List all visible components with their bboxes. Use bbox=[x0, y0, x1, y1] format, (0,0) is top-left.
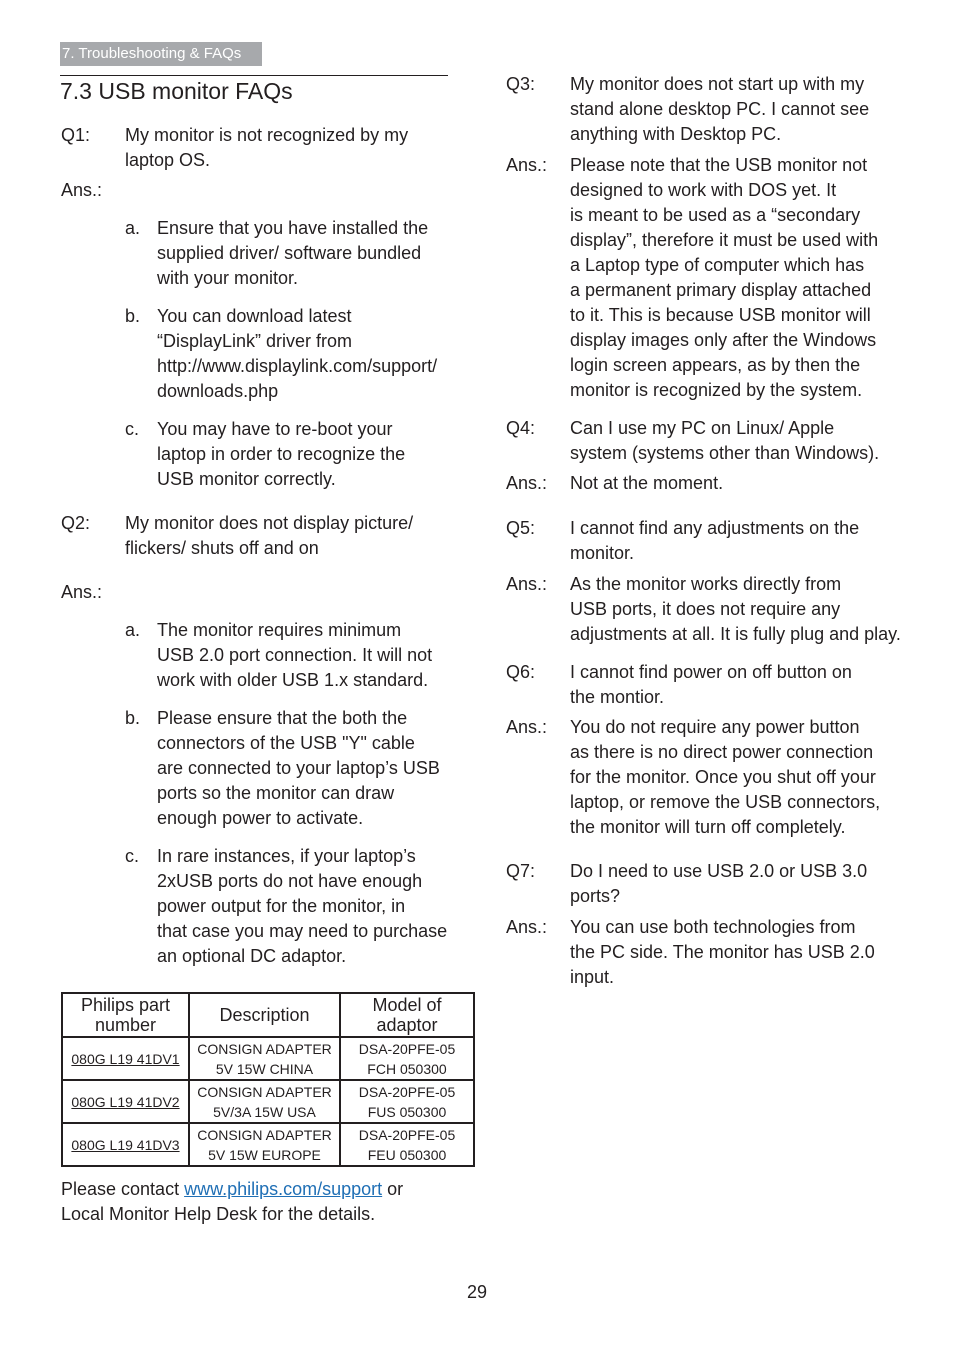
list-item: Ensure that you have installed the supplied driver/ software bundled with your monitor. bbox=[157, 218, 429, 288]
list-marker: c. bbox=[125, 846, 140, 866]
part-number-link[interactable]: 080G L19 41DV3 bbox=[71, 1136, 180, 1153]
model-cell: DSA-20PFE-05 FUS 050300 bbox=[340, 1080, 474, 1123]
q3-answer-label: Ans.: bbox=[506, 155, 548, 175]
q5-question: I cannot find any adjustments on the monitor. bbox=[570, 518, 860, 563]
description-cell: CONSIGN ADAPTER 5V 15W EUROPE bbox=[189, 1123, 340, 1166]
part-number-link[interactable]: 080G L19 41DV2 bbox=[71, 1093, 180, 1110]
column-header-part: Philips part number bbox=[62, 993, 189, 1037]
q5-label: Q5: bbox=[506, 518, 536, 538]
description-cell: CONSIGN ADAPTER 5V 15W CHINA bbox=[189, 1037, 340, 1080]
part-number-cell bbox=[62, 1080, 189, 1123]
list-marker: b. bbox=[125, 708, 141, 728]
list-item: You may have to re-boot your laptop in order to recognize the USB monitor correctly. bbox=[157, 419, 406, 489]
contact-note: Please contact www.philips.com/support or Local Monitor Help Desk for the details. bbox=[61, 1179, 404, 1224]
list-marker: c. bbox=[125, 419, 140, 439]
q3-label: Q3: bbox=[506, 74, 536, 94]
q6-answer: You do not require any power button as there is no direct power connection for the monitor. Once you shut off your laptop, or remove the USB connectors, the monitor will turn off completely. bbox=[570, 717, 881, 837]
table-row bbox=[62, 1080, 474, 1123]
table-row bbox=[62, 1123, 474, 1166]
description-cell: CONSIGN ADAPTER 5V/3A 15W USA bbox=[189, 1080, 340, 1123]
q6-answer-label: Ans.: bbox=[506, 717, 548, 737]
model-cell: DSA-20PFE-05 FCH 050300 bbox=[340, 1037, 474, 1080]
model-cell: DSA-20PFE-05 FEU 050300 bbox=[340, 1123, 474, 1166]
column-header-model: Model of adaptor bbox=[340, 993, 474, 1037]
section-title: 7.3 USB monitor FAQs bbox=[60, 78, 293, 104]
q4-answer: Not at the moment. bbox=[570, 473, 724, 493]
q6-question: I cannot find power on off button on the montior. bbox=[570, 662, 852, 707]
table-header-row bbox=[62, 993, 474, 1037]
list-item: In rare instances, if your laptop’s 2xUSB ports do not have enough power output for the monitor, in that case you may need to purchase an optional DC adaptor. bbox=[157, 846, 448, 966]
q4-answer-label: Ans.: bbox=[506, 473, 548, 493]
q3-question: My monitor does not start up with my stand alone desktop PC. I cannot see anything with Desktop PC. bbox=[570, 74, 870, 144]
list-item: Please ensure that the both the connectors of the USB "Y" cable are connected to your laptop’s USB ports so the monitor can draw enough power to activate. bbox=[157, 708, 440, 828]
adaptor-table bbox=[61, 992, 475, 1167]
column-header-description: Description bbox=[189, 993, 340, 1037]
list-item: The monitor requires minimum USB 2.0 port connection. It will not work with older USB 1.x standard. bbox=[157, 620, 433, 690]
q7-question: Do I need to use USB 2.0 or USB 3.0 ports? bbox=[570, 861, 868, 906]
q2-answer-label: Ans.: bbox=[61, 582, 103, 602]
q2-question: My monitor does not display picture/ flickers/ shuts off and on bbox=[125, 513, 414, 558]
q4-question: Can I use my PC on Linux/ Apple system (systems other than Windows). bbox=[570, 418, 880, 463]
q3-answer: Please note that the USB monitor not designed to work with DOS yet. It is meant to be used as a “secondary display”, therefore it must be used with a Laptop type of computer which has a permanent primary display attached to it. This is because USB monitor will display images only after the Windows login screen appears, as by then the monitor is recognized by the system. bbox=[570, 155, 879, 400]
list-item: You can download latest “DisplayLink” driver from http://www.displaylink.com/support/ downloads.php bbox=[157, 306, 438, 401]
table-row bbox=[62, 1037, 474, 1080]
q7-label: Q7: bbox=[506, 861, 536, 881]
q7-answer: You can use both technologies from the PC side. The monitor has USB 2.0 input. bbox=[570, 917, 875, 987]
q2-label: Q2: bbox=[61, 513, 91, 533]
q1-label: Q1: bbox=[61, 125, 91, 145]
q5-answer-label: Ans.: bbox=[506, 574, 548, 594]
support-link[interactable]: www.philips.com/support bbox=[184, 1179, 383, 1199]
breadcrumb: 7. Troubleshooting & FAQs bbox=[60, 42, 262, 66]
part-number-link[interactable]: 080G L19 41DV1 bbox=[71, 1050, 180, 1067]
q5-answer: As the monitor works directly from USB ports, it does not require any adjustments at all. It is fully plug and play. bbox=[570, 574, 901, 644]
q1-answer-label: Ans.: bbox=[61, 180, 103, 200]
list-marker: a. bbox=[125, 620, 141, 640]
list-marker: b. bbox=[125, 306, 141, 326]
part-number-cell bbox=[62, 1037, 189, 1080]
q4-label: Q4: bbox=[506, 418, 536, 438]
list-marker: a. bbox=[125, 218, 141, 238]
q6-label: Q6: bbox=[506, 662, 536, 682]
q1-question: My monitor is not recognized by my laptop OS. bbox=[125, 125, 409, 170]
part-number-cell bbox=[62, 1123, 189, 1166]
q7-answer-label: Ans.: bbox=[506, 917, 548, 937]
page-number: 29 bbox=[466, 1282, 488, 1302]
